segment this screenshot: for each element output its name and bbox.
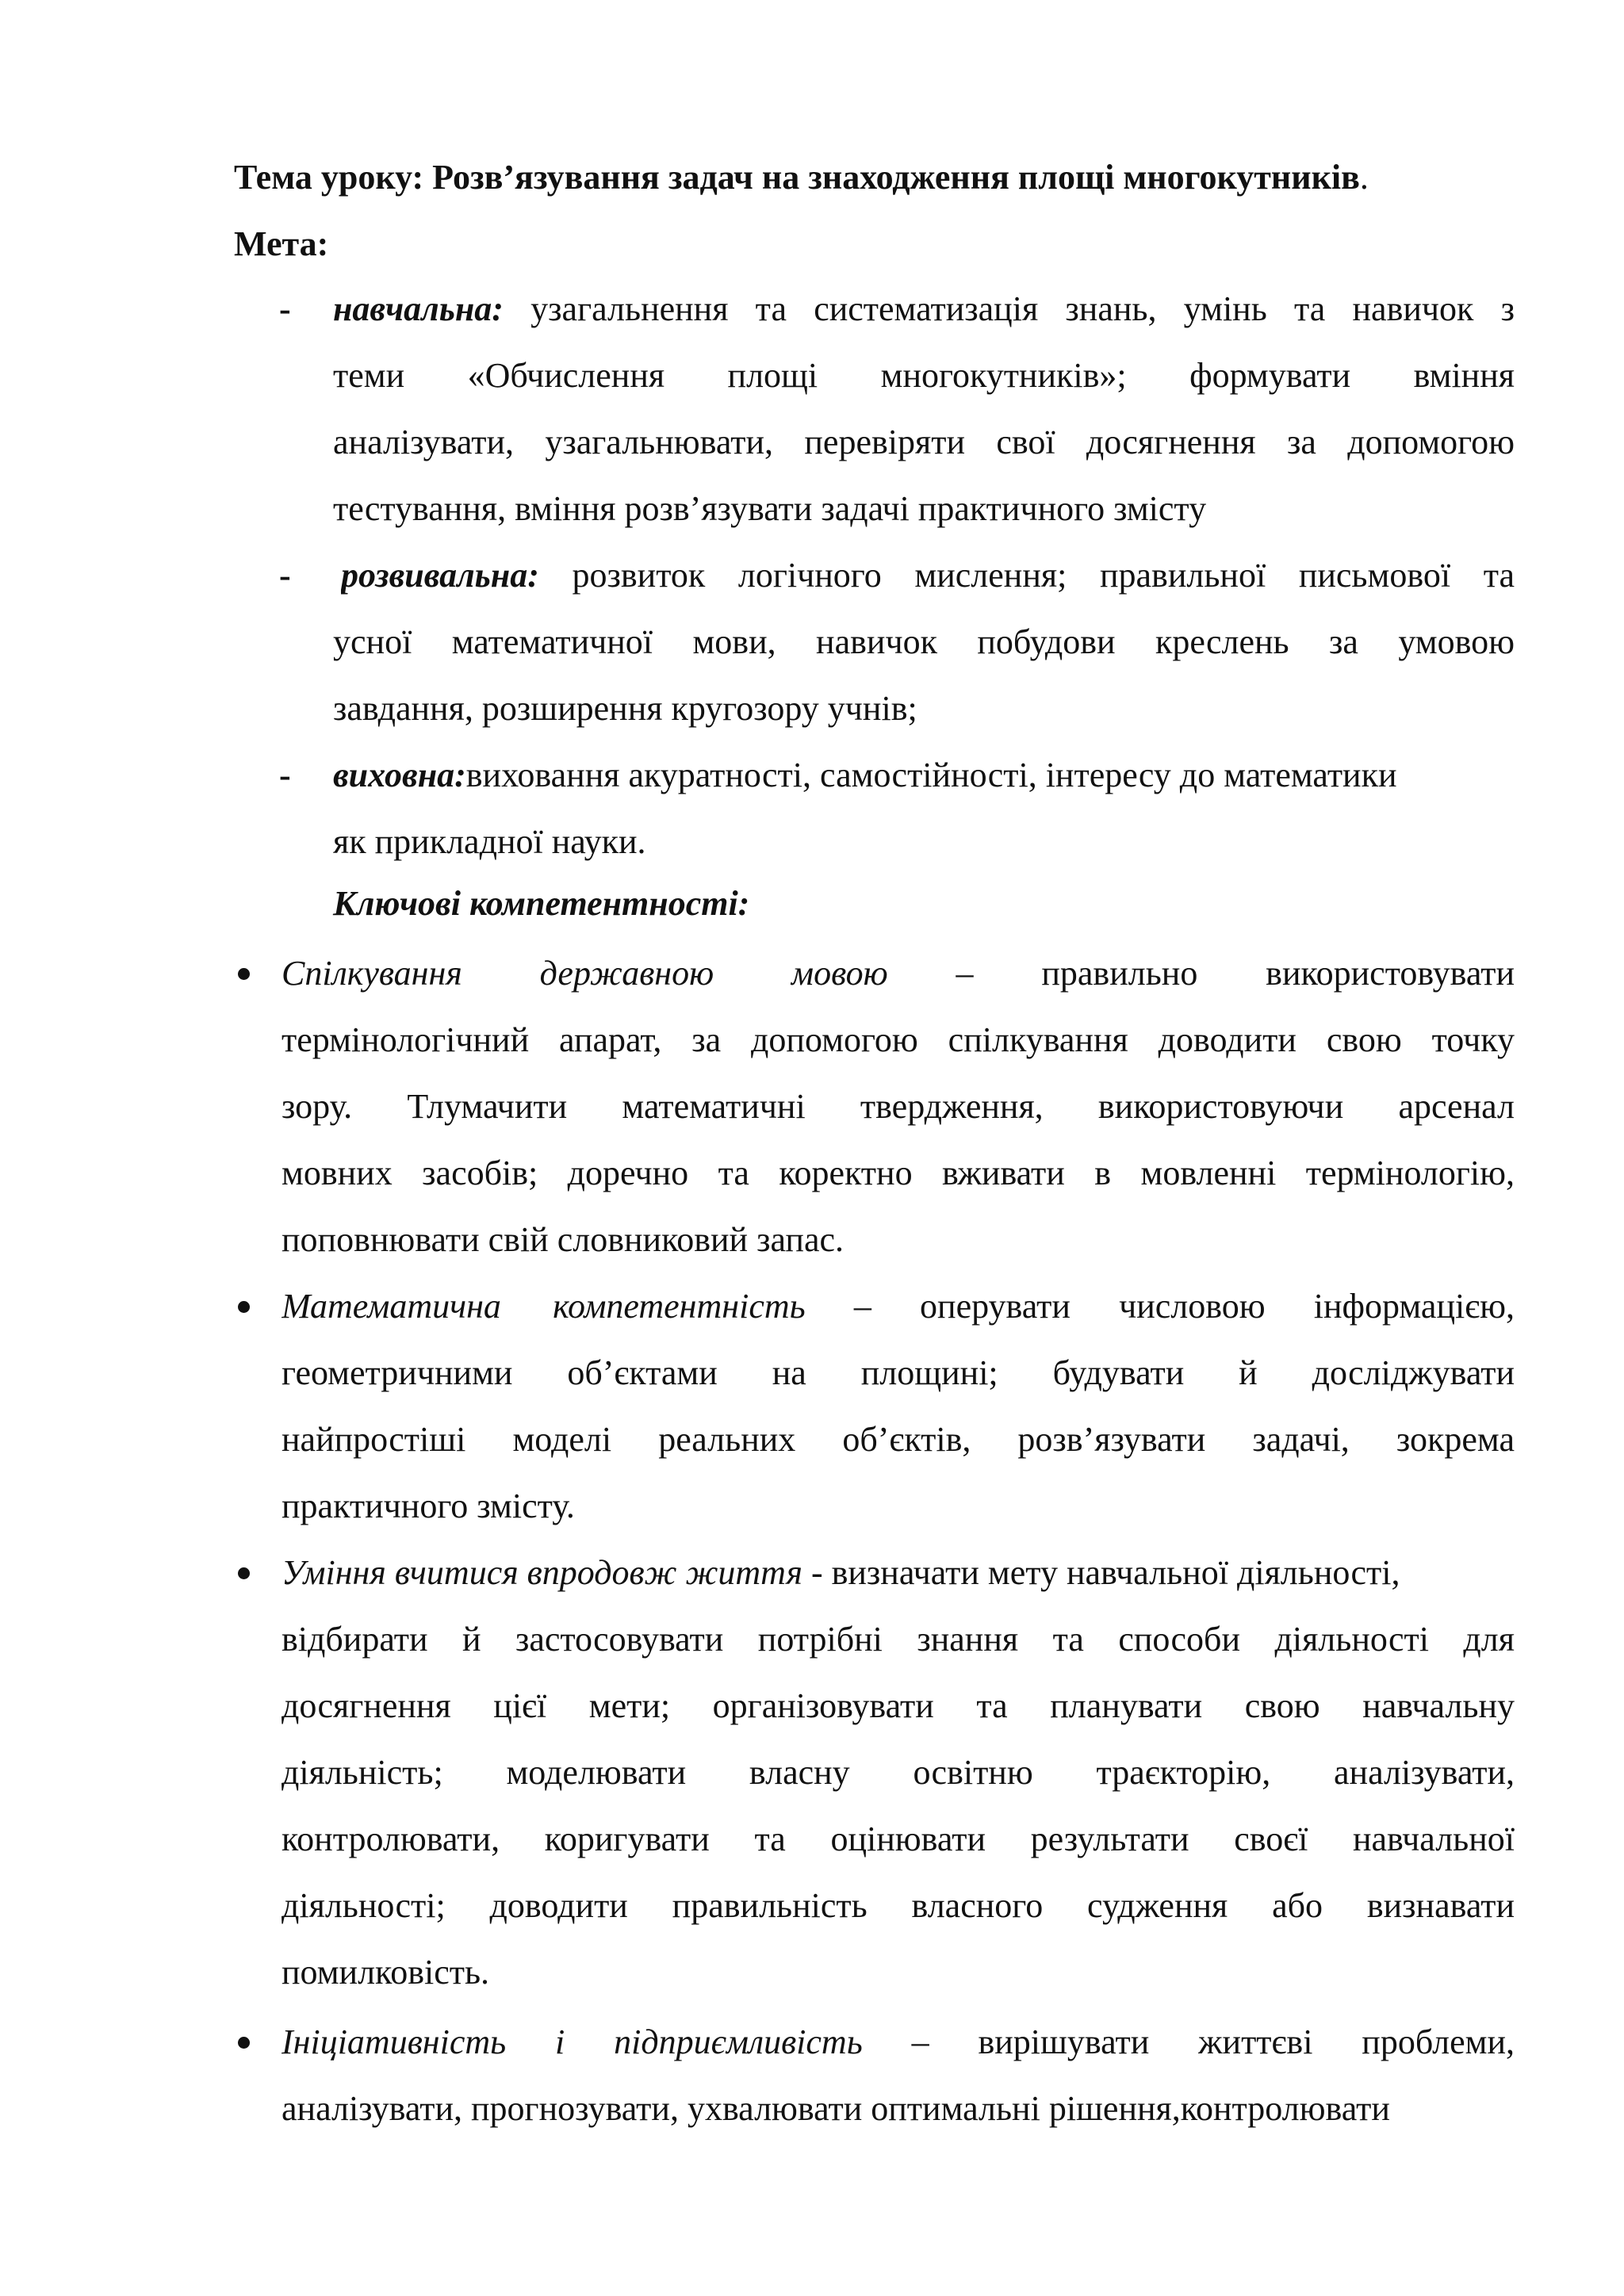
goal-developmental-line-1: розвивальна: розвиток логічного мислення; правильної письмової та xyxy=(341,556,1515,595)
competence-initiative-line-1: Ініціативність і підприємливість – вирішувати життєві проблеми, xyxy=(282,2022,1515,2061)
goal-upbringing-label: виховна: xyxy=(333,756,466,794)
topic-label: Тема уроку: xyxy=(234,158,433,197)
competence-learning-line-3: досягнення цієї мети; організовувати та планувати свою навчальну xyxy=(282,1686,1515,1725)
competence-initiative-line-2: аналізувати, прогнозувати, ухвалювати оптимальні рішення,контролювати xyxy=(282,2089,1390,2128)
goal-dash: - xyxy=(279,556,291,595)
competences-heading: Ключові компетентності: xyxy=(333,884,750,923)
goal-developmental-label: розвивальна: xyxy=(341,556,539,595)
competence-language-line-4: мовних засобів; доречно та коректно вживати в мовленні термінологію, xyxy=(282,1154,1515,1192)
competence-language-line-5: поповнювати свій словниковий запас. xyxy=(282,1220,845,1259)
competence-learning-line-6: діяльності; доводити правильність власного судження або визнавати xyxy=(282,1886,1515,1925)
competence-math-line-2: геометричними об’єктами на площині; будувати й досліджувати xyxy=(282,1353,1515,1392)
competence-math-line-4: практичного змісту. xyxy=(282,1487,575,1525)
competence-learning-title: Уміння вчитися впродовж життя xyxy=(282,1553,802,1592)
competence-language-title: Спілкування державною мовою xyxy=(282,954,888,993)
lesson-topic xyxy=(234,155,1369,200)
competence-learning-line-2: відбирати й застосовувати потрібні знання та способи діяльності для xyxy=(282,1620,1515,1659)
topic-period: . xyxy=(1359,158,1369,197)
bullet-icon xyxy=(238,2037,250,2049)
bullet-icon xyxy=(238,968,250,980)
competence-math-title: Математична компетентність xyxy=(282,1287,806,1326)
competence-initiative-title: Ініціативність і підприємливість xyxy=(282,2022,863,2061)
competence-learning-line-1: Уміння вчитися впродовж життя - визначати мету навчальної діяльності, xyxy=(282,1553,1400,1592)
competence-math-line-1: Математична компетентність – оперувати числовою інформацією, xyxy=(282,1287,1515,1326)
bullet-icon xyxy=(238,1301,250,1313)
competence-language-line-1: Спілкування державною мовою – правильно використовувати xyxy=(282,954,1515,993)
goal-educational-line-1: навчальна: узагальнення та систематизація знань, умінь та навичок з xyxy=(333,289,1515,328)
goal-upbringing-line-2: як прикладної науки. xyxy=(333,822,646,861)
goal-developmental-line-3: завдання, розширення кругозору учнів; xyxy=(333,689,917,728)
competence-language-line-2: термінологічний апарат, за допомогою спілкування доводити свою точку xyxy=(282,1020,1515,1059)
competence-math-line-3: найпростіші моделі реальних об’єктів, розв’язувати задачі, зокрема xyxy=(282,1420,1515,1459)
goal-upbringing-line-1: виховна:виховання акуратності, самостійності, інтересу до математики xyxy=(333,756,1397,794)
goal-dash: - xyxy=(279,756,291,794)
goal-label: Мета: xyxy=(234,224,329,263)
goal-educational-line-4: тестування, вміння розв’язувати задачі практичного змісту xyxy=(333,489,1207,528)
competence-learning-line-7: помилковість. xyxy=(282,1953,490,1992)
topic-text: Розв’язування задач на знаходження площі многокутників xyxy=(432,158,1360,197)
goal-educational-label: навчальна: xyxy=(333,289,504,328)
competence-language-line-3: зору. Тлумачити математичні твердження, використовуючи арсенал xyxy=(282,1087,1515,1126)
competence-learning-line-4: діяльність; моделювати власну освітню траєкторію, аналізувати, xyxy=(282,1753,1515,1792)
goal-educational-line-2: теми «Обчислення площі многокутників»; формувати вміння xyxy=(333,356,1515,395)
competence-learning-line-5: контролювати, коригувати та оцінювати результати своєї навчальної xyxy=(282,1820,1515,1858)
goal-dash: - xyxy=(279,289,291,328)
goal-educational-line-3: аналізувати, узагальнювати, перевіряти свої досягнення за допомогою xyxy=(333,423,1515,461)
goal-developmental-line-2: усної математичної мови, навичок побудови креслень за умовою xyxy=(333,622,1515,661)
bullet-icon xyxy=(238,1567,250,1579)
